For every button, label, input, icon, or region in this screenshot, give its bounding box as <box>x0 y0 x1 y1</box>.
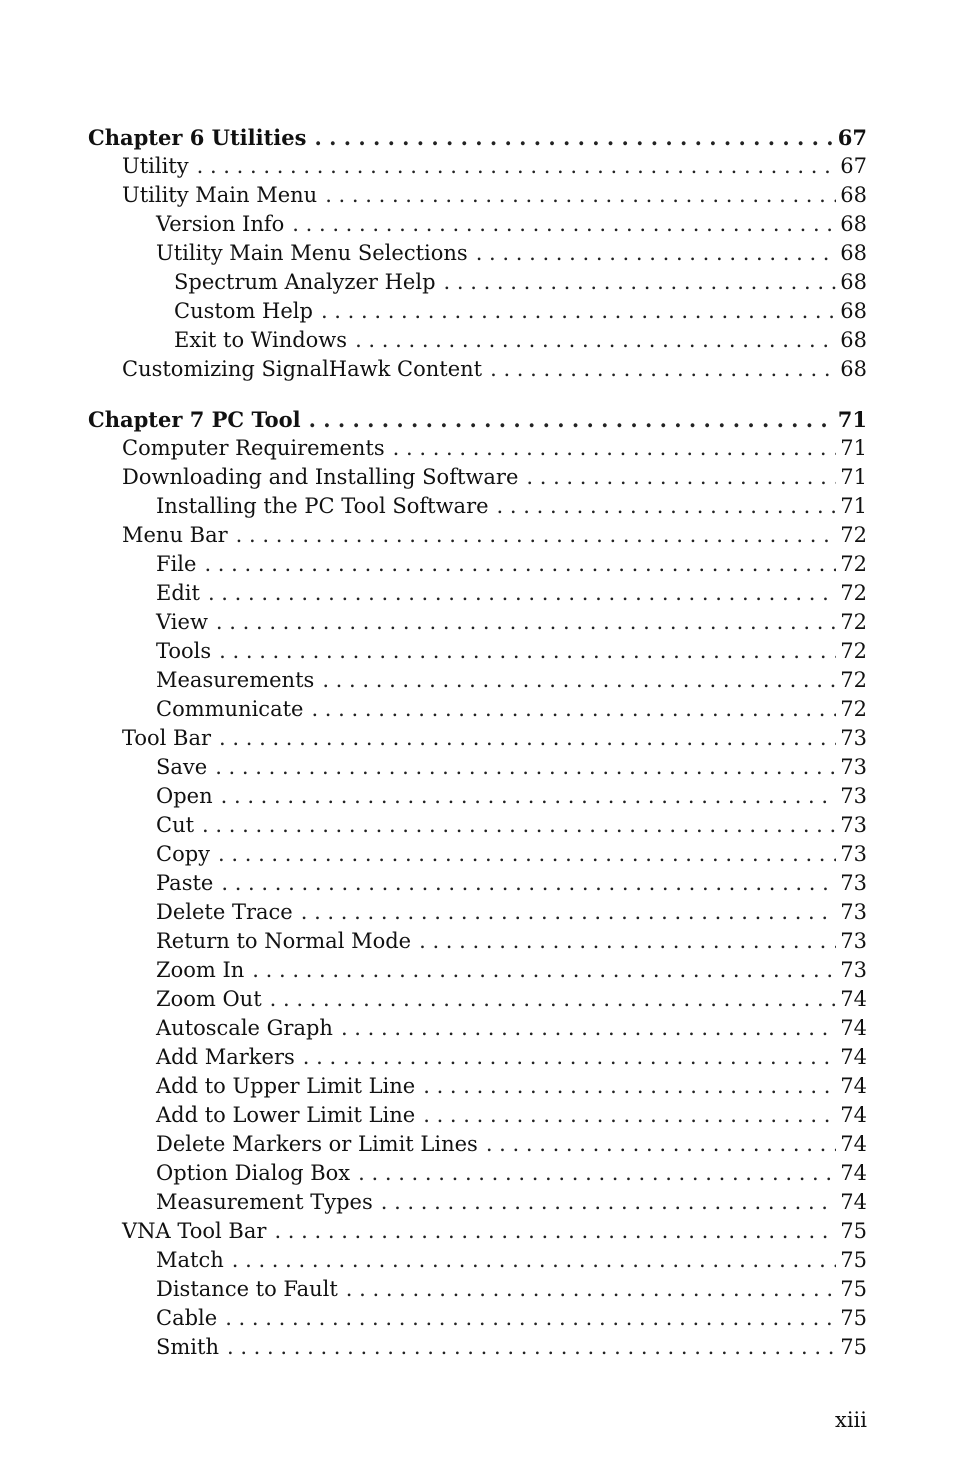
toc-entry[interactable] <box>88 753 867 782</box>
toc-entry-label: Cable <box>156 1306 218 1330</box>
toc-page-number: 74 <box>840 1074 867 1098</box>
dot-leader <box>270 985 837 1014</box>
chapter-heading[interactable] <box>88 123 867 152</box>
toc-page-number: 68 <box>840 299 867 323</box>
toc-entry-label: Smith <box>156 1335 219 1359</box>
dot-leader <box>202 811 836 840</box>
toc-entry-label: Installing the PC Tool Software <box>156 494 489 518</box>
dot-leader <box>381 1188 837 1217</box>
toc-entry-label: Cut <box>156 813 195 837</box>
toc-page-number: 68 <box>840 357 867 381</box>
toc-entry-label: Version Info <box>156 212 285 236</box>
toc-page-number: 75 <box>840 1219 867 1243</box>
toc-entry-label: Custom Help <box>174 299 313 323</box>
dot-leader <box>497 492 837 521</box>
toc-entry[interactable] <box>88 985 867 1014</box>
toc-page-number: 72 <box>840 639 867 663</box>
toc-page-number: 75 <box>840 1248 867 1272</box>
toc-entry[interactable] <box>88 1217 867 1246</box>
toc-page-number: 72 <box>840 523 867 547</box>
toc-entry[interactable] <box>88 1043 867 1072</box>
toc-page-number: 67 <box>837 125 867 150</box>
dot-leader <box>526 463 836 492</box>
toc-page-number: 71 <box>840 494 867 518</box>
toc-page-number: 72 <box>840 697 867 721</box>
dot-leader <box>215 753 836 782</box>
dot-leader <box>216 608 836 637</box>
toc-entry-label: Measurement Types <box>156 1190 373 1214</box>
toc-page-number: 67 <box>840 154 867 178</box>
toc-entry[interactable] <box>88 1333 867 1362</box>
toc-entry-label: Computer Requirements <box>122 436 385 460</box>
dot-leader <box>204 550 836 579</box>
toc-entry[interactable] <box>88 724 867 753</box>
toc-entry[interactable] <box>88 1246 867 1275</box>
toc-entry[interactable] <box>88 326 867 355</box>
toc-entry-label: Utility Main Menu <box>122 183 318 207</box>
dot-leader <box>325 181 836 210</box>
dot-leader <box>423 1101 836 1130</box>
toc-entry[interactable] <box>88 181 867 210</box>
toc-page-number: 68 <box>840 183 867 207</box>
toc-entry[interactable] <box>88 811 867 840</box>
toc-page-number: 73 <box>840 842 867 866</box>
dot-leader <box>444 268 837 297</box>
toc-page-number: 74 <box>840 1016 867 1040</box>
page-number: xiii <box>835 1408 867 1432</box>
toc-entry-label: Measurements <box>156 668 315 692</box>
toc-page-number: 72 <box>840 552 867 576</box>
dot-leader <box>274 1217 836 1246</box>
toc-entry-label: Match <box>156 1248 224 1272</box>
dot-leader <box>221 869 836 898</box>
toc-page-number: 75 <box>840 1277 867 1301</box>
toc-page-number: 75 <box>840 1335 867 1359</box>
toc-page-number: 74 <box>840 1161 867 1185</box>
toc-entry[interactable] <box>88 268 867 297</box>
toc-page-number: 68 <box>840 241 867 265</box>
toc-entry-label: Delete Markers or Limit Lines <box>156 1132 478 1156</box>
toc-entry[interactable] <box>88 1072 867 1101</box>
toc-entry-label: View <box>156 610 208 634</box>
dot-leader <box>486 1130 836 1159</box>
toc-entry[interactable] <box>88 927 867 956</box>
toc-entry[interactable] <box>88 1188 867 1217</box>
toc-entry[interactable] <box>88 152 867 181</box>
toc-entry[interactable] <box>88 492 867 521</box>
toc-entry[interactable] <box>88 608 867 637</box>
dot-leader <box>314 123 833 152</box>
toc-entry[interactable] <box>88 1101 867 1130</box>
dot-leader <box>221 782 837 811</box>
toc-entry-label: Distance to Fault <box>156 1277 338 1301</box>
toc-page-number: 71 <box>837 407 867 432</box>
toc-page-number: 68 <box>840 212 867 236</box>
dot-leader <box>346 1275 836 1304</box>
toc-entry-label: Customizing SignalHawk Content <box>122 357 483 381</box>
dot-leader <box>301 898 837 927</box>
toc-page-number: 73 <box>840 958 867 982</box>
dot-leader <box>309 405 834 434</box>
toc-page-number: 74 <box>840 1103 867 1127</box>
toc-page-number: 74 <box>840 1190 867 1214</box>
dot-leader <box>423 1072 836 1101</box>
toc-entry-label: Edit <box>156 581 200 605</box>
dot-leader <box>236 521 837 550</box>
toc-entry[interactable] <box>88 666 867 695</box>
toc-page-number: 74 <box>840 1045 867 1069</box>
toc-page-number: 74 <box>840 987 867 1011</box>
dot-leader <box>219 637 836 666</box>
toc-entry-label: Add to Upper Limit Line <box>156 1074 416 1098</box>
toc-page-number: 73 <box>840 871 867 895</box>
chapter-7-section <box>88 405 867 1362</box>
toc-entry[interactable] <box>88 239 867 268</box>
toc-page-number: 74 <box>840 1132 867 1156</box>
toc-page-number: 73 <box>840 813 867 837</box>
toc-entry[interactable] <box>88 1130 867 1159</box>
toc-entry-label: Menu Bar <box>122 523 228 547</box>
dot-leader <box>311 695 836 724</box>
dot-leader <box>490 355 836 384</box>
dot-leader <box>355 326 836 355</box>
dot-leader <box>225 1304 836 1333</box>
toc-entry[interactable] <box>88 550 867 579</box>
toc-page-number: 68 <box>840 270 867 294</box>
toc-entry-label: Utility Main Menu Selections <box>156 241 468 265</box>
chapter-6-section <box>88 123 867 384</box>
toc-page-number: 68 <box>840 328 867 352</box>
toc-page-number: 71 <box>840 465 867 489</box>
toc-entry[interactable] <box>88 1014 867 1043</box>
toc-entry-label: Tool Bar <box>122 726 212 750</box>
toc-entry-label: Chapter 7 PC Tool <box>88 407 301 432</box>
dot-leader <box>476 239 837 268</box>
toc-entry-label: Add to Lower Limit Line <box>156 1103 416 1127</box>
toc-entry[interactable] <box>88 1159 867 1188</box>
toc-entry[interactable] <box>88 579 867 608</box>
toc-entry[interactable] <box>88 898 867 927</box>
toc-page-number: 72 <box>840 581 867 605</box>
toc-entry-label: Tools <box>156 639 212 663</box>
toc-entry[interactable] <box>88 956 867 985</box>
dot-leader <box>232 1246 837 1275</box>
toc-entry-label: Exit to Windows <box>174 328 348 352</box>
toc-page-number: 72 <box>840 610 867 634</box>
dot-leader <box>303 1043 837 1072</box>
toc-entry[interactable] <box>88 1275 867 1304</box>
toc-entry[interactable] <box>88 463 867 492</box>
toc-entry[interactable] <box>88 695 867 724</box>
toc-entry[interactable] <box>88 210 867 239</box>
toc-entry-label: Return to Normal Mode <box>156 929 412 953</box>
toc-page-number: 73 <box>840 726 867 750</box>
dot-leader <box>218 840 836 869</box>
toc-page-number: 71 <box>840 436 867 460</box>
toc-entry[interactable] <box>88 782 867 811</box>
toc-entry[interactable] <box>88 869 867 898</box>
toc-entry-label: Option Dialog Box <box>156 1161 351 1185</box>
table-of-contents <box>88 123 867 1383</box>
toc-entry-label: Autoscale Graph <box>156 1016 333 1040</box>
dot-leader <box>358 1159 836 1188</box>
toc-entry-label: Downloading and Installing Software <box>122 465 519 489</box>
toc-entry-label: Delete Trace <box>156 900 293 924</box>
dot-leader <box>219 724 836 753</box>
toc-entry-label: Open <box>156 784 213 808</box>
toc-page-number: 73 <box>840 900 867 924</box>
toc-entry[interactable] <box>88 297 867 326</box>
toc-entry[interactable] <box>88 355 867 384</box>
toc-entry[interactable] <box>88 637 867 666</box>
toc-entry-label: Zoom In <box>156 958 245 982</box>
dot-leader <box>341 1014 836 1043</box>
toc-page-number: 73 <box>840 929 867 953</box>
toc-entry-label: Utility <box>122 154 189 178</box>
dot-leader <box>322 666 836 695</box>
dot-leader <box>208 579 836 608</box>
toc-entry-label: Paste <box>156 871 214 895</box>
dot-leader <box>321 297 836 326</box>
toc-page-number: 73 <box>840 755 867 779</box>
toc-entry-label: VNA Tool Bar <box>122 1219 267 1243</box>
toc-entry[interactable] <box>88 434 867 463</box>
dot-leader <box>393 434 837 463</box>
toc-entry[interactable] <box>88 1304 867 1333</box>
toc-page-number: 72 <box>840 668 867 692</box>
chapter-heading[interactable] <box>88 405 867 434</box>
dot-leader <box>227 1333 836 1362</box>
toc-entry-label: Spectrum Analyzer Help <box>174 270 436 294</box>
toc-entry-label: Communicate <box>156 697 304 721</box>
toc-entry-label: File <box>156 552 197 576</box>
dot-leader <box>419 927 836 956</box>
toc-entry-label: Add Markers <box>156 1045 295 1069</box>
toc-entry-label: Copy <box>156 842 211 866</box>
toc-entry[interactable] <box>88 521 867 550</box>
toc-entry[interactable] <box>88 840 867 869</box>
dot-leader <box>197 152 837 181</box>
toc-page-number: 73 <box>840 784 867 808</box>
dot-leader <box>292 210 836 239</box>
toc-entry-label: Save <box>156 755 208 779</box>
toc-entry-label: Chapter 6 Utilities <box>88 125 307 150</box>
toc-entry-label: Zoom Out <box>156 987 262 1011</box>
toc-page-number: 75 <box>840 1306 867 1330</box>
dot-leader <box>252 956 836 985</box>
